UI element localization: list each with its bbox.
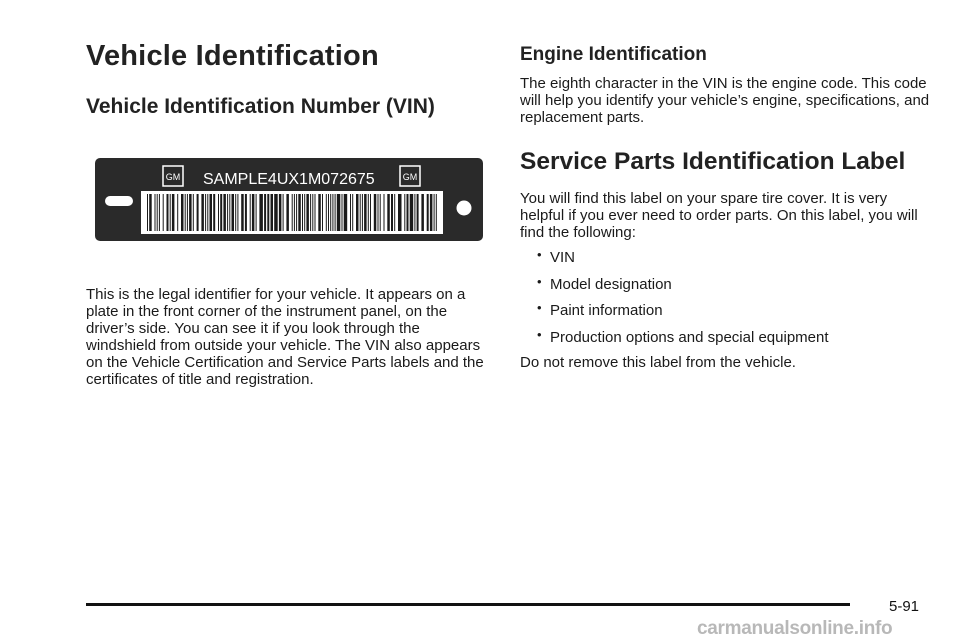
barcode-bar bbox=[310, 194, 311, 231]
bullet-icon: • bbox=[537, 247, 542, 262]
barcode-bar bbox=[380, 194, 381, 231]
barcode-bar bbox=[235, 194, 236, 231]
barcode-bar bbox=[250, 194, 251, 231]
footer-rule bbox=[86, 603, 850, 606]
svg-text:GM: GM bbox=[165, 172, 181, 182]
barcode-bar bbox=[398, 194, 402, 231]
barcode-bar bbox=[157, 194, 158, 231]
barcode-bar bbox=[330, 194, 331, 231]
parts-list bbox=[520, 249, 930, 346]
right-column bbox=[520, 44, 930, 371]
barcode-bar bbox=[207, 194, 208, 231]
barcode-bar bbox=[172, 194, 175, 231]
barcode-bar bbox=[306, 194, 309, 231]
barcode-bar bbox=[296, 194, 297, 231]
barcode-bar bbox=[213, 194, 215, 231]
barcode-bar bbox=[410, 194, 414, 231]
barcode-bar bbox=[197, 194, 199, 231]
engine-section-title: Engine Identification bbox=[520, 44, 707, 65]
barcode-bar bbox=[352, 194, 353, 231]
barcode-bar bbox=[312, 194, 313, 231]
barcode-bar bbox=[218, 194, 219, 231]
barcode-bar bbox=[177, 194, 178, 231]
vin-number: SAMPLE4UX1M072675 bbox=[203, 171, 375, 188]
barcode-bar bbox=[232, 194, 235, 231]
barcode-bar bbox=[304, 194, 305, 231]
closing-note: Do not remove this label from the vehicle. bbox=[520, 354, 796, 371]
barcode-bar bbox=[170, 194, 171, 231]
barcode-bar bbox=[368, 194, 369, 231]
barcode-bar bbox=[220, 194, 222, 231]
barcode-bar bbox=[384, 194, 385, 231]
list-item: • VIN bbox=[537, 247, 576, 266]
barcode-bar bbox=[360, 194, 361, 231]
page-number: 5-91 bbox=[889, 598, 920, 615]
barcode-bar bbox=[181, 194, 184, 231]
gm-logo-left bbox=[163, 166, 183, 186]
barcode-bar bbox=[201, 194, 204, 231]
barcode-bar bbox=[259, 194, 263, 231]
barcode-bar bbox=[185, 194, 186, 231]
barcode-bar bbox=[256, 194, 257, 231]
list-item: • Paint information bbox=[537, 300, 663, 319]
barcode-bar bbox=[362, 194, 363, 231]
barcode-bar bbox=[271, 194, 274, 231]
page-title: Vehicle Identification bbox=[86, 40, 379, 72]
barcode-bar bbox=[328, 194, 329, 231]
barcode-bar bbox=[163, 194, 164, 231]
barcode-bar bbox=[189, 194, 192, 231]
bullet-icon: • bbox=[537, 300, 542, 315]
barcode-bar bbox=[267, 194, 269, 231]
left-column bbox=[86, 40, 486, 119]
barcode-bar bbox=[337, 194, 341, 231]
barcode-bar bbox=[322, 194, 323, 231]
barcode-bar bbox=[229, 194, 230, 231]
barcode-bar bbox=[264, 194, 266, 231]
barcode-bar bbox=[394, 194, 395, 231]
left-slot bbox=[105, 196, 133, 206]
barcode-bar bbox=[350, 194, 351, 231]
barcode-bar bbox=[302, 194, 303, 231]
bullet-icon: • bbox=[537, 326, 542, 342]
barcode-bar bbox=[436, 194, 437, 231]
barcode-bar bbox=[315, 194, 316, 231]
barcode-bar bbox=[326, 194, 327, 231]
barcode-bar bbox=[210, 194, 213, 231]
vin-plate-image bbox=[95, 158, 483, 241]
barcode-bar bbox=[421, 194, 424, 231]
barcode-bar bbox=[335, 194, 336, 231]
list-item: • Production options and special equipment bbox=[537, 326, 829, 346]
right-hole bbox=[457, 201, 472, 216]
barcode-bar bbox=[434, 194, 435, 231]
barcode-bar bbox=[167, 194, 169, 231]
barcode-bar bbox=[147, 194, 148, 231]
barcode-bar bbox=[241, 194, 244, 231]
barcode-bar bbox=[187, 194, 188, 231]
barcode-bar bbox=[155, 194, 156, 231]
list-item: • Model designation bbox=[537, 273, 672, 293]
barcode-bar bbox=[279, 194, 282, 231]
barcode-bar bbox=[294, 194, 295, 231]
barcode-bar bbox=[205, 194, 206, 231]
barcode-bar bbox=[344, 194, 348, 231]
barcode-bar bbox=[292, 194, 293, 231]
gm-logo-right bbox=[400, 166, 420, 186]
barcode-bar bbox=[417, 194, 419, 231]
barcode-bar bbox=[283, 194, 284, 231]
barcode-bar bbox=[318, 194, 321, 231]
bullet-icon: • bbox=[537, 273, 542, 289]
barcode-bar bbox=[193, 194, 194, 231]
barcode-bar bbox=[374, 194, 377, 231]
barcode-bar bbox=[407, 194, 409, 231]
barcode-bar bbox=[252, 194, 255, 231]
barcode-bar bbox=[404, 194, 405, 231]
barcode-bar bbox=[298, 194, 301, 231]
barcode-bar bbox=[342, 194, 343, 231]
vin-description bbox=[86, 286, 491, 388]
barcode-bar bbox=[391, 194, 393, 231]
barcode-bar bbox=[286, 194, 289, 231]
svg-text:GM: GM bbox=[402, 172, 418, 182]
barcode-bar bbox=[332, 194, 333, 231]
barcode-bar bbox=[427, 194, 429, 231]
barcode-bar bbox=[430, 194, 433, 231]
barcode-bar bbox=[414, 194, 415, 231]
barcode-bar bbox=[223, 194, 226, 231]
barcode-bar bbox=[245, 194, 247, 231]
parts-section-title: Service Parts Identification Label bbox=[520, 148, 906, 175]
barcode-bar bbox=[274, 194, 278, 231]
barcode-bar bbox=[387, 194, 390, 231]
barcode-bar bbox=[227, 194, 228, 231]
barcode-bar bbox=[378, 194, 379, 231]
barcode-bar bbox=[149, 194, 152, 231]
watermark: carmanualsonline.info bbox=[697, 618, 893, 639]
barcode-bar bbox=[356, 194, 359, 231]
vin-section-title: Vehicle Identification Number (VIN) bbox=[86, 95, 435, 118]
barcode-bar bbox=[159, 194, 160, 231]
vin-paragraph: This is the legal identifier for your vehicle. It appears on a plate in the front corner of the instrument panel, on the driver’s side. You can see it if you look through the windshield from outside your vehicle. The VIN also appears on the Vehicle Certification and Service Parts labels and the certificates of title and registration. bbox=[86, 286, 484, 388]
barcode-bar bbox=[364, 194, 367, 231]
barcode-bar bbox=[237, 194, 238, 231]
engine-paragraph: The eighth character in the VIN is the engine code. This code will help you identify your vehicle’s engine, specifications, and replacement parts. bbox=[520, 75, 930, 126]
parts-paragraph: You will find this label on your spare tire cover. It is very helpful if you ever need to order parts. On this label, you will find the following: bbox=[520, 190, 918, 241]
barcode-bar bbox=[370, 194, 371, 231]
